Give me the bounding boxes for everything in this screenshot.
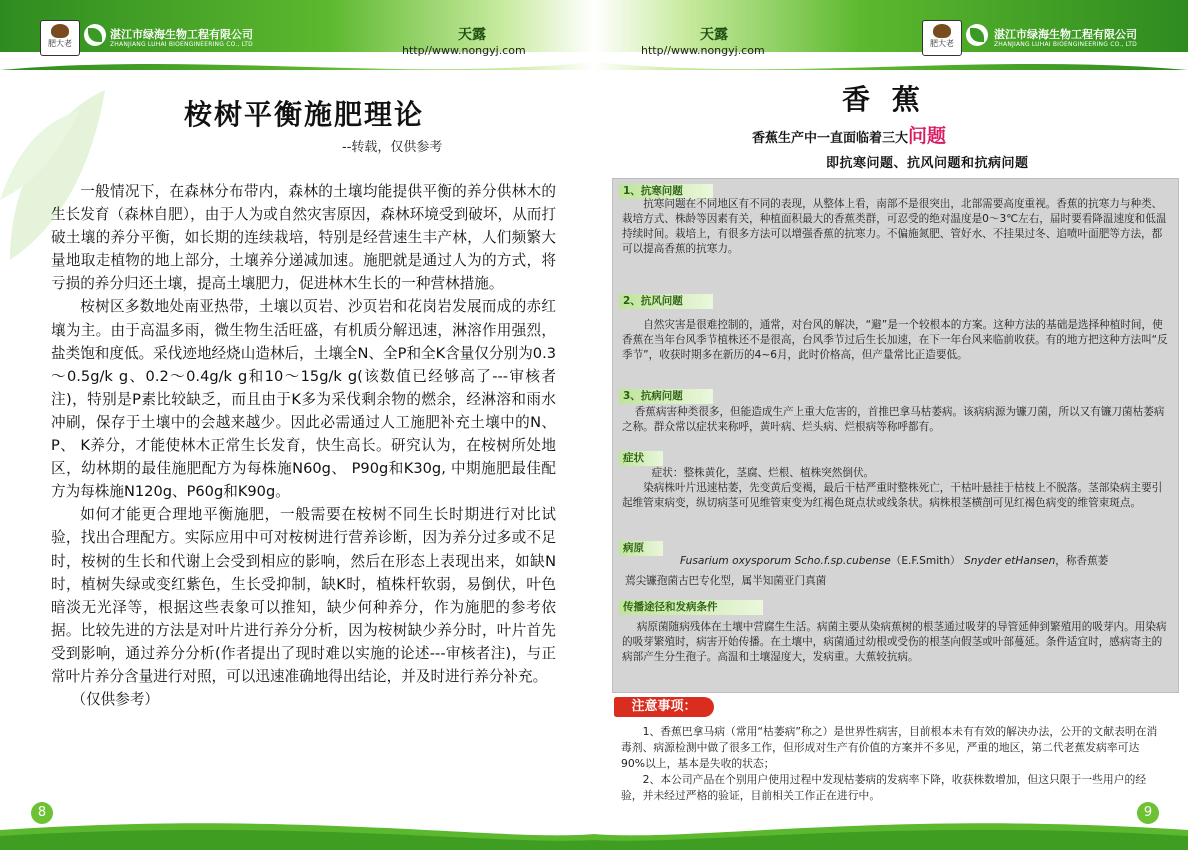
notice-text (621, 724, 1161, 804)
author-text: （E.F.Smith） (890, 555, 961, 567)
footer-wave (0, 812, 1188, 850)
headline-three-problems (752, 121, 946, 148)
notice-item: 1、香蕉巴拿马病（常用“枯萎病”称之）是世界性病害，目前根本未有有效的解决办法，公开的文献表明在消毒剂、病源检测中做了很多工作，但形成对生产有价值的方案并不多见，严重的地区，第二代老蕉发病率可达90%以上，基本是失收的状态； (621, 725, 1158, 770)
section-label-wind: 2、抗风问题 (619, 294, 713, 309)
left-page-title: 桉树平衡施肥理论 (184, 98, 425, 131)
section-text: 香蕉病害种类很多，但能造成生产上重大危害的，首推巴拿马枯萎病。该病病源为镰刀菌，所以又有镰刀菌枯萎病之称。群众常以症状来称呼，黄叶病、烂头病、烂根病等称呼都有。 (622, 406, 1165, 434)
left-page-body (51, 180, 556, 711)
info-box (612, 178, 1179, 693)
pathogen-text: 蔫尖镰孢菌古巴专化型，属半知菌亚门真菌 (625, 575, 827, 587)
section-text-disease (622, 405, 1174, 435)
section-label-symptoms: 症状 (619, 451, 663, 466)
body-paragraph: 一般情况下，在森林分布带内，森林的土壤均能提供平衡的养分供林木的生长发育（森林自肥），由于人为或自然灾害原因，森林环境受到破坏，从而打破土壤的养分平衡，如长期的连续栽培，特别是经营速生丰产林，人们频繁大量地取走植物的地上部分，土壤养分递减加速。施肥就是通过人为的方式，将亏损的养分归还土壤，提高土壤肥力，促进林木生长的一种营林措施。 (51, 183, 556, 293)
leaf-logo-icon (966, 24, 988, 46)
company-name-en-right: ZHANJIANG LUHAI BIOENGINEERING CO., LTD (994, 41, 1137, 48)
company-name-cn-right: 湛江市绿海生物工程有限公司 (994, 28, 1137, 41)
brand-name-left: 天露 (458, 27, 486, 43)
company-name-en-left: ZHANJIANG LUHAI BIOENGINEERING CO., LTD (110, 41, 253, 48)
left-page-subtitle: --转载，仅供参考 (342, 140, 443, 155)
pathogen-line (622, 551, 1174, 571)
symptom-text: 染病株叶片迅速枯萎，先变黄后变褐，最后干枯严重时整株死亡，干枯叶悬挂于枯枝上不脱落。茎部染病主要引起维管束病变，纵切病茎可见维管束变为红褐色斑点状或线条状。病株根茎横剖可见红褐色病变的维管束斑点。 (622, 482, 1163, 510)
section-text-wind (622, 318, 1170, 363)
headline-problem-list: 即抗寒问题、抗风问题和抗病问题 (826, 156, 1029, 171)
section-text: 自然灾害是很难控制的，通常，对台风的解决，“避”是一个较根本的方案。这种方法的基础是选择种植时间，使香蕉在当年台风季节植株还不是很高，台风季节过后生长加速，在下一年台风来临前收获。有的地方把这种方法叫“反季节”，收获时期多在新历的4~6月，此时价格高，但产量常比正造要低。 (622, 319, 1168, 362)
brand-name-right: 天露 (700, 27, 728, 43)
section-text-symptoms (622, 466, 1170, 511)
notice-item: 2、本公司产品在个别用户使用过程中发现枯萎病的发病率下降，收获株数增加，但这只限于一些用户的经验，并未经过严格的验证，目前相关工作正在进行中。 (621, 773, 1147, 802)
symptom-line (622, 466, 1170, 481)
section-text-pathogen (622, 551, 1174, 591)
section-label-disease: 3、抗病问题 (619, 389, 713, 404)
section-label-pathogen: 病原 (619, 541, 663, 556)
reference-note: （仅供参考） (71, 691, 160, 709)
section-text-transmission (622, 620, 1170, 665)
page-number-right: 9 (1137, 802, 1159, 824)
leaf-logo-icon (84, 24, 106, 46)
mascot-face-icon (51, 24, 69, 38)
latin-name: Fusarium oxysporum Scho.f.sp.cubense (680, 555, 891, 567)
mascot-face-icon (933, 24, 951, 38)
section-label-transmission: 传播途径和发病条件 (619, 600, 763, 615)
mascot-logo-right (922, 20, 962, 56)
section-text: 抗寒问题在不同地区有不同的表现，从整体上看，南部不是很突出，北部需要高度重视。香蕉的抗寒力与种类、栽培方式、株龄等因素有关，种植面积最大的香蕉类群，可忍受的绝对温度是0～3℃左右，届时要看降温速度和低温持续时间。栽培上，有很多方法可以增强香蕉的抗寒力。不偏施氮肥、管好水、不挂果过冬、追喷叶面肥等方法，都可以提高香蕉的抗寒力。 (622, 198, 1167, 256)
headline-highlight: 问题 (908, 125, 947, 147)
section-text: 病原菌随病残体在土壤中营腐生生活。病菌主要从染病蕉树的根茎通过吸芽的导管延伸到繁殖用的吸芽内。用染病的吸芽繁殖时，病害开始传播。在土壤中，病菌通过幼根或受伤的根茎向假茎或叶部蔓延。条件适宜时，感病寄主的病部产生分生孢子。高温和土壤湿度大，发病重。大蕉较抗病。 (622, 621, 1167, 664)
body-paragraph: 桉树区多数地处南亚热带，土壤以页岩、沙页岩和花岗岩发展而成的赤红壤为主。由于高温多雨，微生物生活旺盛，有机质分解迅速，淋溶作用强烈，盐类饱和度低。采伐迹地经烧山造林后，土壤全N、全P和全K含量仅分别为0.3～0.5g/k g、0.2～0.4g/k g和10～15g/k g(该数值已经够高了---审核者注)，特别是P素比较缺乏，而且由于K多为采伐剩余物的燃余，经淋溶和雨水冲刷，保存于土壤中的会越来越少。因此必需通过人工施肥补充土壤中的N、 P、 K养分，才能使林木正常生长发育，快生高长。研究认为，在桉树所处地区，幼林期的最佳施肥配方为每株施N60g、 P90g和K30g, 中期施肥最佳配方为每株施N120g、P60g和K90g。 (51, 298, 556, 501)
section-text-cold (622, 197, 1170, 257)
mascot-logo-text: 肥大老 (48, 39, 72, 48)
page-number-left: 8 (31, 802, 53, 824)
symptom-line (622, 481, 1170, 511)
headline-text: 香蕉生产中一直面临着三大 (752, 131, 909, 146)
website-right: http//www.nongyj.com (641, 44, 765, 57)
notice-label: 注意事项： (614, 697, 714, 717)
right-page-title: 香 蕉 (842, 83, 926, 116)
body-paragraph: 如何才能更合理地平衡施肥，一般需要在桉树不同生长时期进行对比试验，找出合理配方。实际应用中可对桉树进行营养诊断，因为养分过多或不足时，桉树的生长和代谢上会受到相应的影响，然后在形态上表现出来，如缺N时，植树失绿或变红紫色，生长受抑制，缺K时，植株杆软弱，易倒伏，叶色暗淡无光泽等，根据这些表象可以推知，缺少何种养分，作为施肥的参考依据。比较先进的方法是对叶片进行养分分析，因为桉树缺少养分时，叶片首先受到影响，通过养分分析(作者提出了现时难以实施的论述---审核者注)，与正常叶片养分含量进行对照，可以迅速准确地得出结论，并及时进行养分补充。 (51, 506, 556, 685)
latin-name: Snyder etHansen (964, 555, 1056, 567)
website-left: http//www.nongyj.com (402, 44, 526, 57)
symptom-text: 症状：整株黄化，茎腐、烂根、植株突然倒伏。 (651, 467, 875, 479)
section-label-cold: 1、抗寒问题 (619, 184, 713, 199)
mascot-logo-text: 肥大老 (930, 39, 954, 48)
mascot-logo-left (40, 20, 80, 56)
pathogen-text: ，称香蕉萎 (1055, 555, 1109, 567)
pathogen-line (622, 571, 1174, 591)
company-name-cn-left: 湛江市绿海生物工程有限公司 (110, 28, 253, 41)
